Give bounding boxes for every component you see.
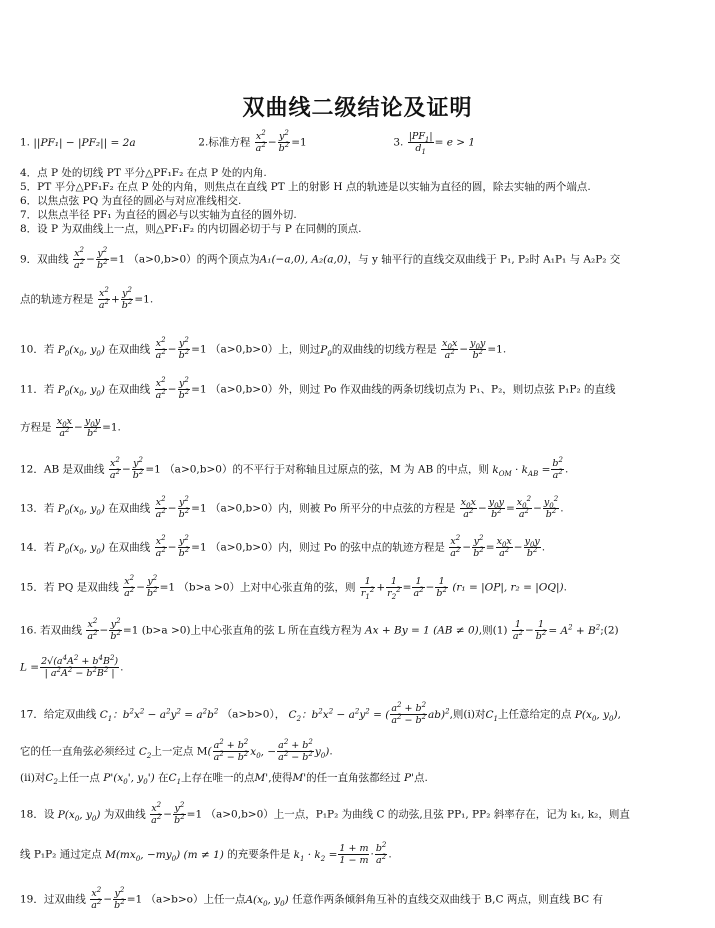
item-6: 6．以焦点弦 PQ 为直径的圆必与对应准线相交. [20,195,242,207]
item-15-c: (r₁ = |OP|, r₂ = |OQ|) [452,581,564,594]
item-1-3: 1. ||PF₁| − |PF₂|| = 2a 2.标准方程 $\frac{x^2}{a^2}$ − $\frac{y^2}{b^2}$ =1 3. $\frac{|PF_1|}{d_1}$ = e > 1 [20,128,476,156]
item-12-a: 12．AB 是双曲线 [20,463,105,476]
item-16-cont: L = $\frac{2√(a^4A^2 + b^4B^2)}{| a^2A^2 - b^2B^2 |}$ . [20,653,124,679]
item-14-c: （a>0,b>0）内，则过 Po 的弦中点的轨迹方程是 [209,541,445,554]
item-19-c: 任意作两条倾斜角互补的直线交双曲线于 B,C 两点，则直线 BC 有 [292,893,603,906]
item-1-num: 1. [20,136,31,149]
item-15: 15．若 PQ 是双曲线 $\frac{x^2}{a^2}$ − $\frac{y^2}{b^2}$ =1 （b>a >0）上对中心张直角的弦，则 $\frac{1}{r_1^2}$ + $\frac{1}{r_2^2}$ = $\frac{1}{a^2}$ − $\frac{1}{b^2}$ (r₁ = |OP|, r₂ = |OQ|). [20,573,567,601]
item-18-cont: 线 P₁P₂ 通过定点 $M(mx_0$, $-my_0$) (m ≠ 1) 的充要条件是 $k_1 \cdot k_2$ = $\frac{1 + m}{1 - m}$ · $\frac{b^2}{a^2}$ . [20,840,392,866]
item-16: 16. 若双曲线 $\frac{x^2}{a^2}$ − $\frac{y^2}{b^2}$ =1 (b>a >0)上中心张直角的弦 L 所在直线方程为 Ax + By = 1 (AB ≠ 0),则(1) $\frac{1}{a^2}$ − $\frac{1}{b^2}$ = $A^2$ + $B^2;(2)$ [20,616,619,642]
item-17-i: 在 [158,772,169,784]
item-19-b: （a>b>o）上任一点 [145,893,246,906]
item-17-f: 上一定点 M [151,745,208,758]
item-14: 14．若 $P_0(x_0$, $y_0$) 在双曲线 $\frac{x^2}{a^2}$ − $\frac{y^2}{b^2}$ =1 （a>0,b>0）内，则过 Po 的弦中点的轨迹方程是 $\frac{x^2}{a^2}$ − $\frac{y^2}{b^2}$ = $\frac{x_0x}{a^2}$ − $\frac{y_0y}{b^2}$ . [20,533,546,559]
item-10: 10．若 $P_0(x_0$, $y_0$) 在双曲线 $\frac{x^2}{a^2}$ − $\frac{y^2}{b^2}$ =1 （a>0,b>0）上，则过$P_0$的双曲线的切线方程是 $\frac{x_0x}{a^2}$ − $\frac{y_0y}{b^2}$ =1. [20,335,507,361]
item-17-j: 上存在唯一的点 [181,772,255,784]
item-17-l: 的任一直角弦都经过 [306,772,401,784]
item-17-h: 上任一点 [57,772,100,784]
item-17-b: （a>b>0）， [221,708,286,721]
item-3-num: 3. [393,136,404,149]
item-15-b: （b>a >0）上对中心张直角的弦，则 [178,581,356,594]
item-2-num: 2.标准方程 [198,136,251,149]
item-9-c: A₁(−a,0), A₂(a,0) [259,253,348,266]
item-7: 7．以焦点半径 PF₁ 为直径的圆必与以实轴为直径的圆外切. [20,209,297,221]
item-10-c: （a>0,b>0）上，则过 [209,343,321,356]
item-14-a: 14．若 [20,541,55,554]
item-17-c: ,则(i)对 [449,708,486,721]
item-14-b: 在双曲线 [108,541,151,554]
item-11-cont: 方程是 $\frac{x_0x}{a^2}$ − $\frac{y_0y}{b^2}$ =1. [20,416,121,439]
item-17-a: 17．给定双曲线 [20,708,97,721]
item-11-c: （a>0,b>0）外，则过 Po 作双曲线的两条切线切点为 P₁、P₂，则切点弦 P₁P₂ 的直线 [209,383,616,396]
item-17: 17．给定双曲线 $C_1$：$b^2x^2 - a^2y^2 = a^2b^2$ （a>b>0）， $C_2$：$b^2x^2 - a^2y^2$ = ( $\frac{a^2 + b^2}{a^2 - b^2}$ ab)$^2$,则(i)对$C_1$上任意给定的点 $P(x_0$, $y_0$), [20,700,621,726]
item-15-a: 15．若 PQ 是双曲线 [20,581,119,594]
item-18: 18．设 $P(x_0$, $y_0$) 为双曲线 $\frac{x^2}{a^2}$ − $\frac{y^2}{b^2}$ =1 （a>0,b>0）上一点，P₁P₂ 为曲线 C 的动弦,且弦 PP₁, PP₂ 斜率存在，记为 k₁, k₂，则直 [20,800,630,826]
item-13-c: （a>0,b>0）内，则被 Po 所平分的中点弦的方程是 [209,502,456,515]
item-11-a: 11．若 [20,383,55,396]
item-11: 11．若 $P_0(x_0$, $y_0$) 在双曲线 $\frac{x^2}{a^2}$ − $\frac{y^2}{b^2}$ =1 （a>0,b>0）外，则过 Po 作双曲线的两条切线切点为 P₁、P₂，则切点弦 P₁P₂ 的直线 [20,375,616,401]
item-9-b: （a>0,b>0）的两个顶点为 [128,253,260,266]
item-11-d: 方程是 [20,421,52,434]
item-17-ii: (ii)对$C_2$上任一点 $P'(x_0'$, $y_0'$) 在$C_1$上存在唯一的点M',使得M'的任一直角弦都经过 P'点. [20,772,428,787]
item-9-e: 点的轨迹方程是 [20,293,94,306]
item-16-c: Ax + By = 1 (AB ≠ 0) [365,624,479,637]
item-13-a: 13．若 [20,502,55,515]
item-10-d: 的双曲线的切线方程是 [331,343,437,356]
item-17-e: 它的任一直角弦必须经过 [20,745,136,758]
item-18-a: 18．设 [20,808,55,821]
item-18-b: 为双曲线 [103,808,146,821]
item-8: 8．设 P 为双曲线上一点，则△PF₁F₂ 的内切圆必切于与 P 在同侧的顶点. [20,223,362,235]
item-9-d: ，与 y 轴平行的直线交双曲线于 P₁, P₂时 A₁P₁ 与 A₂P₂ 交 [347,253,621,266]
item-11-b: 在双曲线 [108,383,151,396]
item-18-e: 的充要条件是 [227,848,291,861]
item-13: 13．若 $P_0(x_0$, $y_0$) 在双曲线 $\frac{x^2}{a^2}$ − $\frac{y^2}{b^2}$ =1 （a>0,b>0）内，则被 Po 所平分的中点弦的方程是 $\frac{x_0x}{a^2}$ − $\frac{y_0y}{b^2}$ = $\frac{x_0^2}{a^2}$ − $\frac{y_0^2}{b^2}$ . [20,494,564,520]
item-13-b: 在双曲线 [108,502,151,515]
page-title: 双曲线二级结论及证明 [242,96,473,121]
item-10-a: 10．若 [20,343,55,356]
item-9-a: 9．双曲线 [20,253,69,266]
item-16-e: ;(2) [600,624,619,637]
item-17-cont: 它的任一直角弦必须经过 $C_2$上一定点 M( $\frac{a^2 + b^2}{a^2 - b^2}$ $x_0$, − $\frac{a^2 + b^2}{a^2 - b^2}$ $y_0$). [20,737,333,763]
item-10-b: 在双曲线 [108,343,151,356]
item-18-d: 线 P₁P₂ 通过定点 [20,848,102,861]
item-9-cont: 点的轨迹方程是 $\frac{x^2}{a^2}$ + $\frac{y^2}{b^2}$ =1. [20,285,154,311]
item-17-g: (ii)对 [20,772,46,784]
item-16-b: (b>a >0)上中心张直角的弦 L 所在直线方程为 [141,624,362,637]
item-18-c: （a>0,b>0）上一点，P₁P₂ 为曲线 C 的动弦,且弦 PP₁, PP₂ 斜率存在，记为 k₁, k₂，则直 [205,808,630,821]
item-9: 9．双曲线 $\frac{x^2}{a^2}$ − $\frac{y^2}{b^2}$ =1 （a>0,b>0）的两个顶点为A₁(−a,0), A₂(a,0)，与 y 轴平行的直线交双曲线于 P₁, P₂时 A₁P₁ 与 A₂P₂ 交 [20,245,621,271]
item-12-b: （a>0,b>0）的不平行于对称轴且过原点的弦，M 为 AB 的中点，则 [164,463,490,476]
item-12: 12．AB 是双曲线 $\frac{x^2}{a^2}$ − $\frac{y^2}{b^2}$ =1 （a>0,b>0）的不平行于对称轴且过原点的弦，M 为 AB 的中点，则 $k_{OM} \cdot k_{AB}$ = $\frac{b^2}{a^2}$ . [20,455,569,481]
item-17-k: ,使得 [268,772,293,784]
item-19-a: 19．过双曲线 [20,893,86,906]
item-1-eq: ||PF₁| − |PF₂|| = 2a [33,136,136,149]
item-17-d: 上任意给定的点 [498,708,572,721]
item-4: 4．点 P 处的切线 PT 平分△PF₁F₂ 在点 P 处的内角. [20,167,267,179]
item-16-d: ,则(1) [478,624,508,637]
item-5: 5．PT 平分△PF₁F₂ 在点 P 处的内角，则焦点在直线 PT 上的射影 H 点的轨迹是以实轴为直径的圆，除去实轴的两个端点. [20,181,591,193]
item-19: 19．过双曲线 $\frac{x^2}{a^2}$ − $\frac{y^2}{b^2}$ =1 （a>b>o）上任一点$A(x_0$, $y_0$) 任意作两条倾斜角互补的直线交双曲线于 B,C 两点，则直线 BC 有 [20,885,603,911]
item-16-a: 16. 若双曲线 [20,624,83,637]
